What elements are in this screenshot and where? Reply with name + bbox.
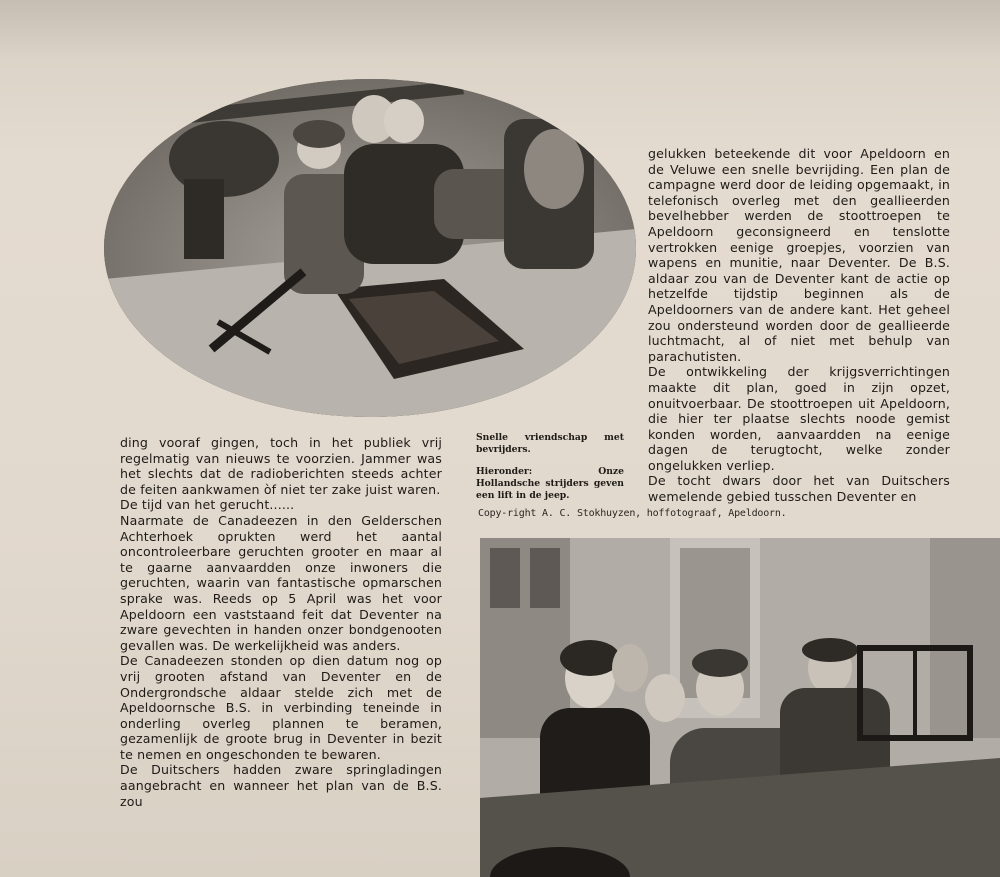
left-paragraph-4: De Canadeezen stonden op dien datum nog op vrij grooten afstand van Deventer en de Ondergrondsche aldaar stelde zich met de Apeldoornsche B.S. in verbinding teneinde in onderling overleg plannen te beramen, gezamenlijk de groote brug in Deventer in bezit te nemen en ongeschonden te bewaren. (120, 653, 442, 762)
right-text-column (648, 146, 950, 505)
photo-captions (476, 432, 624, 502)
caption-top-photo: Snelle vriendschap met bevrijders. (476, 432, 624, 455)
oval-photo-soldier-with-women (104, 79, 636, 417)
left-paragraph-1: ding vooraf gingen, toch in het publiek vrij regelmatig van nieuws te voorzien. Jammer was het slechts dat de radioberichten steeds achter de feiten aankwamen òf niet ter zake juist waren. (120, 435, 442, 497)
left-paragraph-3: Naarmate de Canadeezen in den Gelderschen Achterhoek oprukten werd het aantal oncontroleerbare geruchten grooter en maar al te gaarne aanvaardden onze inwoners die geruchten, waarin van fantastische opmarschen sprake was. Reeds op 5 April was het voor Apeldoorn een vaststaand feit dat Deventer na zware gevechten in handen onzer bondgenooten gevallen was. De werkelijkheid was anders. (120, 512, 442, 653)
caption-bottom-photo: Hieronder: Onze Hollandsche strijders geven een lift in de jeep. (476, 466, 624, 501)
left-text-column (120, 435, 442, 809)
right-paragraph-2: De ontwikkeling der krijgsverrichtingen maakte dit plan, goed in zijn opzet, onuitvoerbaar. De stoottroepen uit Apeldoorn, die hier ter plaatse slechts noode gemist konden worden, aanvaardden na eenige dagen de terugtocht, welke zonder ongelukken verliep. (648, 364, 950, 473)
left-paragraph-2: De tijd van het gerucht...... (120, 497, 295, 513)
left-paragraph-5: De Duitschers hadden zware springladingen aangebracht en wanneer het plan van de B.S. zou (120, 762, 442, 809)
right-paragraph-1: gelukken beteekende dit voor Apeldoorn en de Veluwe een snelle bevrijding. Een plan de campagne werd door de leiding opgemaakt, in telefonisch overleg met den geallieerden bevelhebber werden de stoottroepen te Apeldoorn geconsigneerd en tenslotte vertrokken eenige groepjes, voorzien van wapens en munitie, naar Deventer. De B.S. aldaar zou van de Deventer kant de actie op hetzelfde tijdstip beginnen als de Apeldoorners van de andere kant. Het geheel zou ondersteund worden door de geallieerde luchtmacht, al of niet met behulp van parachutisten. (648, 146, 950, 364)
jeep-photo (480, 538, 1000, 877)
right-paragraph-3: De tocht dwars door het van Duitschers wemelende gebied tusschen Deventer en (648, 473, 950, 505)
page-top-shadow (0, 0, 1000, 60)
copyright-line: Copy-right A. C. Stokhuyzen, hoffotograaf, Apeldoorn. (478, 508, 787, 519)
